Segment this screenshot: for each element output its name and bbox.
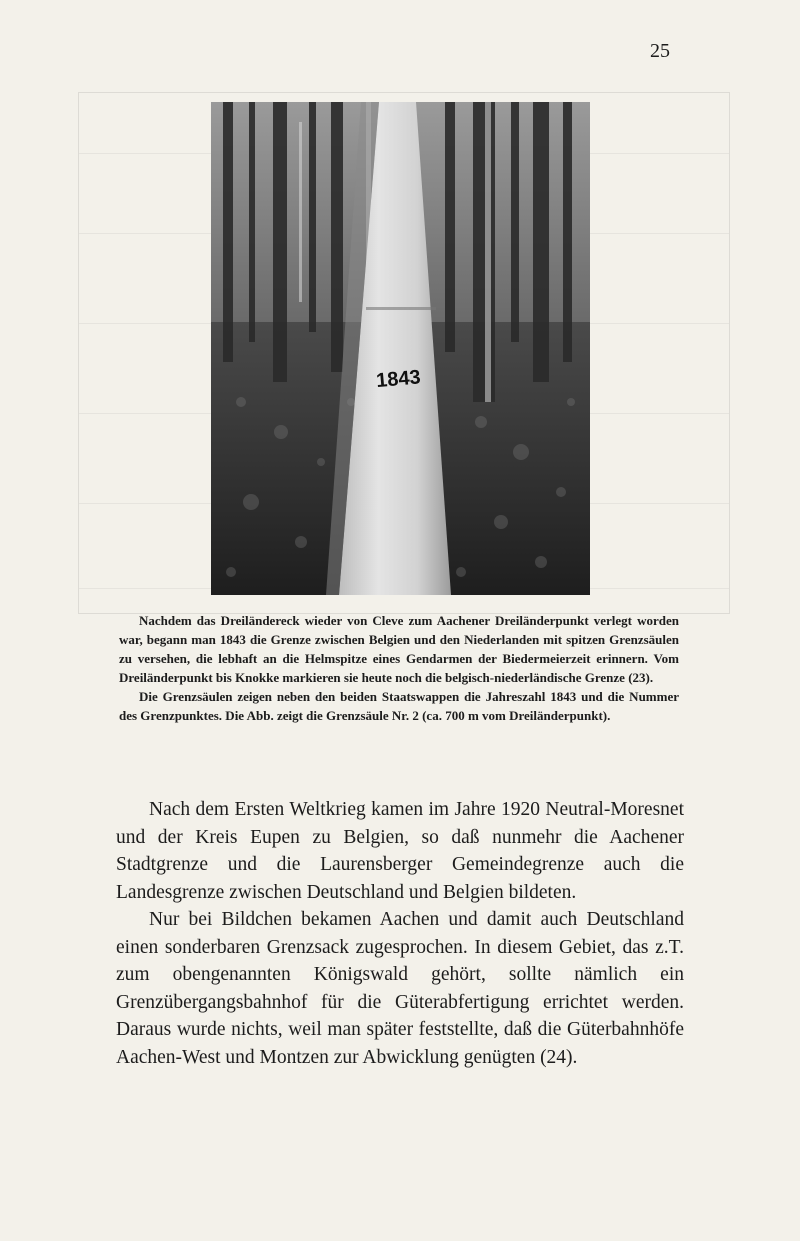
caption-paragraph-1: Nachdem das Dreiländereck wieder von Cleve zum Aachener Dreiländerpunkt verlegt worden war, begann man 1843 die Grenze zwischen Belgien und den Niederlanden mit spitzen Grenzsäulen zu versehen, die lebhaft an die Helmspitze eines Gendarmen der Biedermeierzeit erinnern. Vom Dreiländerpunkt bis Knokke markieren sie heute noch die belgisch-niederländische Grenze (23). <box>119 613 679 685</box>
boundary-post-photo <box>211 102 590 595</box>
page-number: 25 <box>650 40 670 62</box>
body-paragraph-2: Nur bei Bildchen bekamen Aachen und damit auch Deutschland einen sonderbaren Grenzsack zugesprochen. In diesem Gebiet, das z.T. zum obengenannten Königswald gehört, sollte nämlich ein Grenzübergangsbahnhof für die Güterabfertigung errichtet werden. Daraus wurde nichts, weil man später feststellte, daß die Güterbahnhöfe Aachen-West und Montzen zur Abwicklung genügten (24). <box>116 909 684 1068</box>
caption-paragraph-2: Die Grenzsäulen zeigen neben den beiden Staatswappen die Jahreszahl 1843 und die Nummer des Grenzpunktes. Die Abb. zeigt die Grenzsäule Nr. 2 (ca. 700 m vom Dreiländerpunkt). <box>119 689 679 723</box>
post-year-label: 1843 <box>375 366 422 393</box>
body-text <box>116 796 684 1071</box>
figure-caption <box>119 611 679 725</box>
body-paragraph-1: Nach dem Ersten Weltkrieg kamen im Jahre 1920 Neutral-Moresnet und der Kreis Eupen zu Belgien, so daß nunmehr die Aachener Stadtgrenze und die Laurensberger Gemeindegrenze auch die Landesgrenze zwischen Deutschland und Belgien bildeten. <box>116 799 684 903</box>
